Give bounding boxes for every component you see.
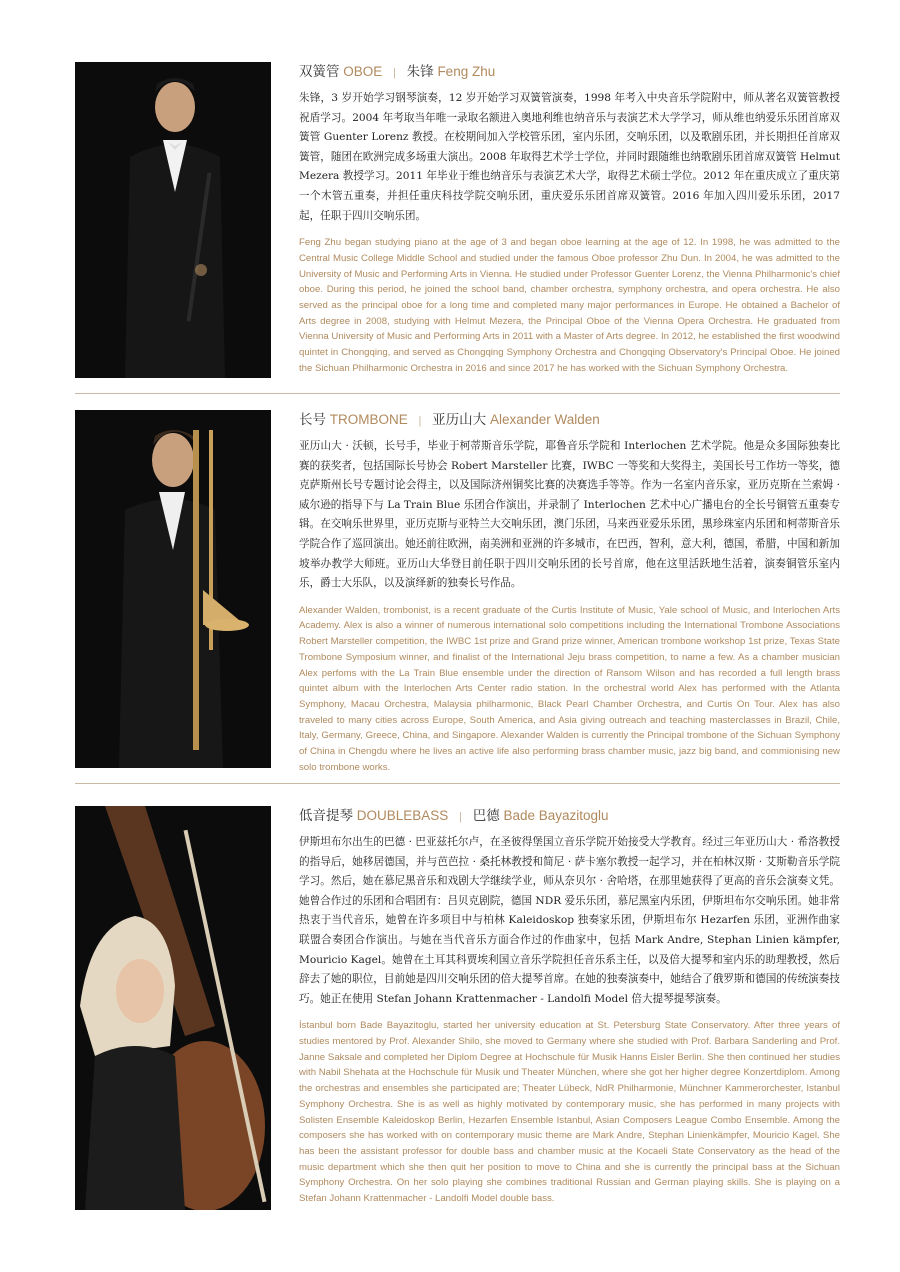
section-divider	[75, 783, 840, 784]
bio-english: İstanbul born Bade Bayazitoglu, started her university education at St. Petersburg State Conservatory. After three years of studies mentored by Prof. Alexander Shilo, she moved to Germany where she studied with Prof. Barbara Sanderling and Prof. Janne Saksale and completed her Diplom Degree at Hochschule für Musik Hanns Eisler Berlin. She then continued her studies with Nabil Shehata at the Hochschule für Musik und Theater München, where she got her higher degree Konzertdiplom. Among the orchestras and ensembles she participated are; Theater Lübeck, NdR Philharmonie, Münchner Kammerorchester, Istanbul Symphony Orchestra. She is as well as highly motivated by contemporary music, she has performed in many projects with Solisten Ensemble Kaleidoskop Berlin, Hezarfen Ensemble Istanbul, Asian Composers League Combo Ensemble. Among the composers she has worked with on contemporary music theme are Mark Andre, Stephan Linienkämpfer, Mouricio Kagel. She has been the assistant professor for double bass and chamber music at the Kocaeli State Conservatory as the head of the music department which she then quit her position to move to China and she is currently the principal bass at the Sichuan Symphony Orchestra. On her solo playing she combines traditional Russian and German playing skills. She is playing on a Stefan Johann Krattenmacher - Landolfi Model double bass.	[299, 1020, 840, 1205]
heading-separator: |	[459, 811, 462, 823]
instrument-en: TROMBONE	[329, 412, 408, 427]
musician-photo-bade-bayazitoglu	[75, 806, 271, 1210]
section-divider	[75, 393, 840, 394]
name-en: Feng Zhu	[437, 64, 496, 79]
bio-heading	[299, 410, 840, 430]
heading-separator: |	[418, 415, 422, 427]
instrument-zh: 长号	[299, 412, 326, 427]
bio-chinese: 亚历山大 · 沃顿，长号手，毕业于柯蒂斯音乐学院，耶鲁音乐学院和 Interlochen 艺术学院。他是众多国际独奏比赛的获奖者，包括国际长号协会 Robert Marsteller 比赛，IWBC 一等奖和大奖得主，美国长号工作坊一等奖，德克萨斯州长号专题讨论会得主，以及国际济州铜奖比赛的决赛选手等等。作为一名室内音乐家，亚历克斯在兰索姆 · 威尔逊的指导下与 La Train Blue 乐团合作演出，并录制了 Interlochen 艺术中心广播电台的全长号铜管五重奏专辑。在交响乐世界里，亚历克斯与亚特兰大交响乐团，澳门乐团，马来西亚爱乐乐团，黑珍珠室内乐团和柯蒂斯音乐学院合作了巡回演出。她还前往欧洲，南美洲和亚洲的许多城市，在巴西，智利，意大利，德国，希腊，中国和新加坡举办教学大师班。亚历山大华登目前任职于四川交响乐团的长号首席，他在这里活跃地生活着，演奏铜管乐室内乐，爵士大乐队，以及演绎新的独奏长号作品。	[299, 440, 840, 590]
bio-english: Alexander Walden, trombonist, is a recent graduate of the Curtis Institute of Music, Yale school of Music, and Interlochen Arts Academy. Alex is also a winner of numerous international solo competitions including the International Trombone Associations Robert Marsteller competition, the IWBC 1st prize and Grand prize winner, American trombone workshop 1st prize, Texas State Trombone Symposium winner, and finalist of the International Jeju brass competition, to name a few. As a chamber musician Alex perfoms with the La Train Blue ensemble under the direction of Ransom Wilson and has recorded a full length brass quintet album with the Interlochen Arts Center radio station. In the orchestral world Alex has performed with the Atlanta Symphony, Macau Orchestra, Malaysia philharmonic, Black Pearl Chamber Orchestra, and Curtis On Tour. Alex has also traveled to many cities across Europe, South America, and Asia giving outreach and teaching masterclasses in Brazil, Chile, Italy, Germany, Greece, China, and Singapore. Alexander Walden is currently the Principal trombone of the Sichuan Symphony of China in Chengdu where he lives an active life also performing brass chamber music, jazz big band, and commionising new solo trombone works.	[299, 604, 840, 773]
oboist-portrait-image	[75, 62, 271, 378]
trombonist-portrait-image	[75, 410, 271, 768]
name-zh: 朱锋	[406, 64, 434, 79]
name-en: Alexander Walden	[489, 412, 600, 427]
bio-heading	[299, 62, 840, 82]
bio-section-doublebass	[75, 806, 840, 1216]
bio-heading	[299, 806, 840, 826]
bio-section-oboe	[75, 62, 840, 380]
bio-english: Feng Zhu began studying piano at the age of 3 and began oboe learning at the age of 12. In 1998, he was admitted to the Central Music College Middle School and studied under the famous Oboe professor Zhu Dun. In 2004, he was admitted to the University of Music and Performing Arts in Vienna. He studied under Professor Guenter Lorenz, the Vienna Philharmonic's chief oboe. During this period, he joined the school band, chamber orchestra, symphony orchestra, and opera orchestra. He also served as the principal oboe for a long time and completed many major performances in Europe. He obtained a Bachelor of Arts degree in 2008, studying with Helmut Mezera, the Principal Oboe of the Vienna Opera Orchestra. He graduated from Vienna University of Music and Performing Arts in 2011 with a Master of Arts degree. In 2012, he established the first woodwind quintet in Chongqing, and served as Chongqing Symphony Orchestra and Chongqing Observatory's Principal Oboe. He joined the Sichuan Philharmonic Orchestra in 2016 and since 2017 he has worked with the Sichuan Symphony Orchestra.	[299, 237, 840, 374]
bio-text-trombone	[299, 410, 840, 775]
bio-text-doublebass	[299, 806, 840, 1207]
bassist-portrait-image	[75, 806, 271, 1210]
instrument-zh: 双簧管	[299, 64, 340, 79]
musician-photo-feng-zhu	[75, 62, 271, 378]
instrument-en: DOUBLEBASS	[356, 808, 449, 823]
instrument-en: OBOE	[343, 64, 383, 79]
name-zh: 亚历山大	[432, 412, 487, 427]
instrument-zh: 低音提琴	[299, 808, 353, 823]
name-zh: 巴德	[472, 808, 500, 823]
bio-chinese: 朱锋，3 岁开始学习钢琴演奏，12 岁开始学习双簧管演奏，1998 年考入中央音乐学院附中，师从著名双簧管教授祝盾学习。2004 年考取当年唯一录取名额进入奥地利维也纳音乐与表演艺术大学学习，师从维也纳爱乐乐团首席双簧管 Guenter Lorenz 教授。在校期间加入学校管乐团，室内乐团，交响乐团，以及歌剧乐团，并长期担任首席双簧管，随团在欧洲完成多场重大演出。2008 年取得艺术学士学位，并同时跟随维也纳歌剧乐团首席双簧管 Helmut Mezera 教授学习。2011 年毕业于维也纳音乐与表演艺术大学，取得艺术硕士学位。2012 年在重庆成立了重庆第一个木管五重奏，并担任重庆科技学院交响乐团，重庆爱乐乐团首席双簧管。2016 年加入四川爱乐乐团，2017 起，任职于四川交响乐团。	[299, 92, 840, 222]
bio-section-trombone	[75, 410, 840, 773]
bio-chinese: 伊斯坦布尔出生的巴德 · 巴亚兹托尔卢，在圣彼得堡国立音乐学院开始接受大学教育。经过三年亚历山大 · 希洛教授的指导后，她移居德国，并与芭芭拉 · 桑托林教授和简尼 · 萨卡塞尔教授一起学习，并在柏林汉斯 · 艾斯勒音乐学院学习。然后，她在慕尼黑音乐和戏剧大学继续学业，师从奈贝尔 · 舍哈塔，在那里她获得了更高的音乐会演奏文凭。她曾合作过的乐团和合唱团有：吕贝克剧院，德国 NDR 爱乐乐团，慕尼黑室内乐团，伊斯坦布尔交响乐团。她非常热衷于当代音乐，她曾在许多项目中与柏林 Kaleidoskop 独奏家乐团，伊斯坦布尔 Hezarfen 乐团，亚洲作曲家联盟合奏团合作演出。与她在当代音乐方面合作过的作曲家中，包括 Mark Andre, Stephan Linien kämpfer, Mouricio Kagel。她曾在土耳其科贾埃利国立音乐学院担任音乐系主任，以及倍大提琴和室内乐的助理教授，然后辞去了她的职位，目前她是四川交响乐团的倍大提琴首席。在她的独奏演奏中，她结合了俄罗斯和德国的传统演奏技巧。她正在使用 Stefan Johann Krattenmacher - Landolfi Model 倍大提琴提琴演奏。	[299, 836, 840, 1005]
heading-separator: |	[393, 67, 396, 79]
name-en: Bade Bayazitoglu	[503, 808, 609, 823]
bio-text-oboe	[299, 62, 840, 376]
musician-photo-alexander-walden	[75, 410, 271, 768]
